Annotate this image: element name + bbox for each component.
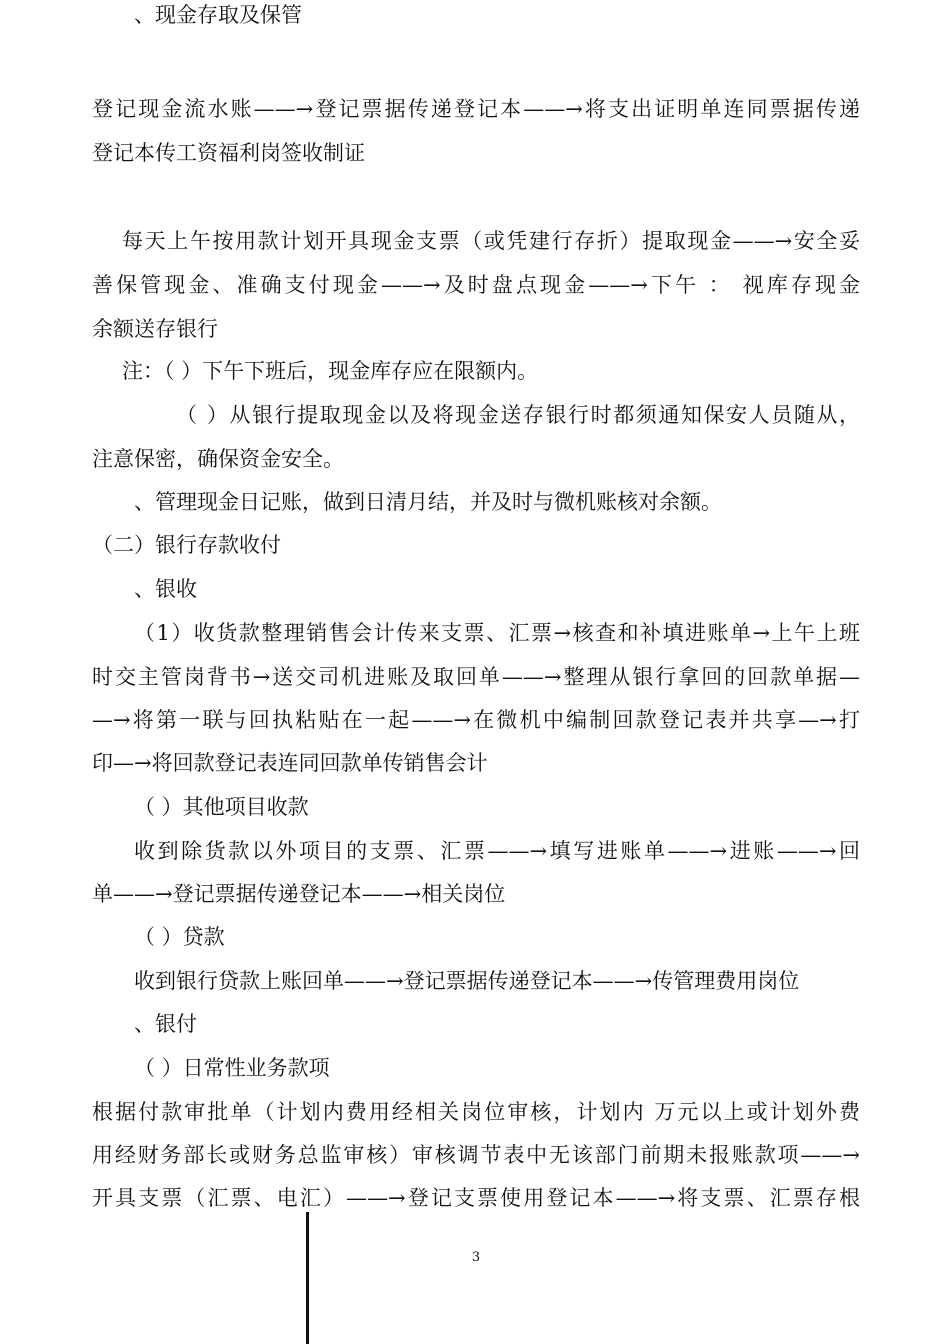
section-heading: （ ）其他项目收款 — [134, 795, 309, 819]
text-line: 注意保密，确保资金安全。 — [92, 447, 344, 471]
section-heading: 、银付 — [134, 1012, 197, 1036]
section-heading: 、银收 — [134, 577, 197, 601]
text-line: 善保管现金、准确支付现金——→及时盘点现金——→下午 ： 视库存现金 — [92, 273, 860, 297]
text-line: 根据付款审批单（计划内费用经相关岗位审核，计划内 万元以上或计划外费 — [92, 1100, 860, 1124]
text-line: 收到银行贷款上账回单——→登记票据传递登记本——→传管理费用岗位 — [134, 969, 800, 993]
page-number: 3 — [471, 1250, 481, 1265]
text-line: 用经财务部长或财务总监审核）审核调节表中无该部门前期未报账款项——→ — [92, 1143, 860, 1167]
vertical-rule — [306, 1212, 309, 1344]
text-line: 单——→登记票据传递登记本——→相关岗位 — [92, 882, 506, 906]
text-line: 登记现金流水账——→登记票据传递登记本——→将支出证明单连同票据传递 — [92, 97, 860, 121]
note-line: 注：（ ）下午下班后，现金库存应在限额内。 — [122, 359, 539, 383]
text-line: 余额送存银行 — [92, 317, 218, 341]
section-heading: 、现金存取及保管 — [134, 3, 302, 27]
text-line: 印—→将回款登记表连同回款单传销售会计 — [92, 751, 488, 775]
note-line: （ ）从银行提取现金以及将现金送存银行时都须通知保安人员随从， — [176, 403, 860, 427]
text-line: 开具支票（汇票、电汇）——→登记支票使用登记本——→将支票、汇票存根 — [92, 1186, 860, 1210]
section-heading: （ ）日常性业务款项 — [134, 1056, 330, 1080]
section-heading: （二）银行存款收付 — [92, 533, 281, 557]
text-line: 收到除货款以外项目的支票、汇票——→填写进账单——→进账——→回 — [134, 839, 860, 863]
text-line: 时交主管岗背书→送交司机进账及取回单——→整理从银行拿回的回款单据— — [92, 665, 860, 689]
section-heading: （ ）贷款 — [134, 925, 225, 949]
text-line: 每天上午按用款计划开具现金支票（或凭建行存折）提取现金——→安全妥 — [122, 229, 860, 253]
text-line: 登记本传工资福利岗签收制证 — [92, 141, 365, 165]
text-line: 、管理现金日记账，做到日清月结，并及时与微机账核对余额。 — [134, 490, 722, 514]
text-line: —→将第一联与回执粘贴在一起——→在微机中编制回款登记表并共享—→打 — [92, 708, 860, 732]
text-line: （1）收货款整理销售会计传来支票、汇票→核查和补填进账单→上午上班 — [134, 621, 860, 645]
